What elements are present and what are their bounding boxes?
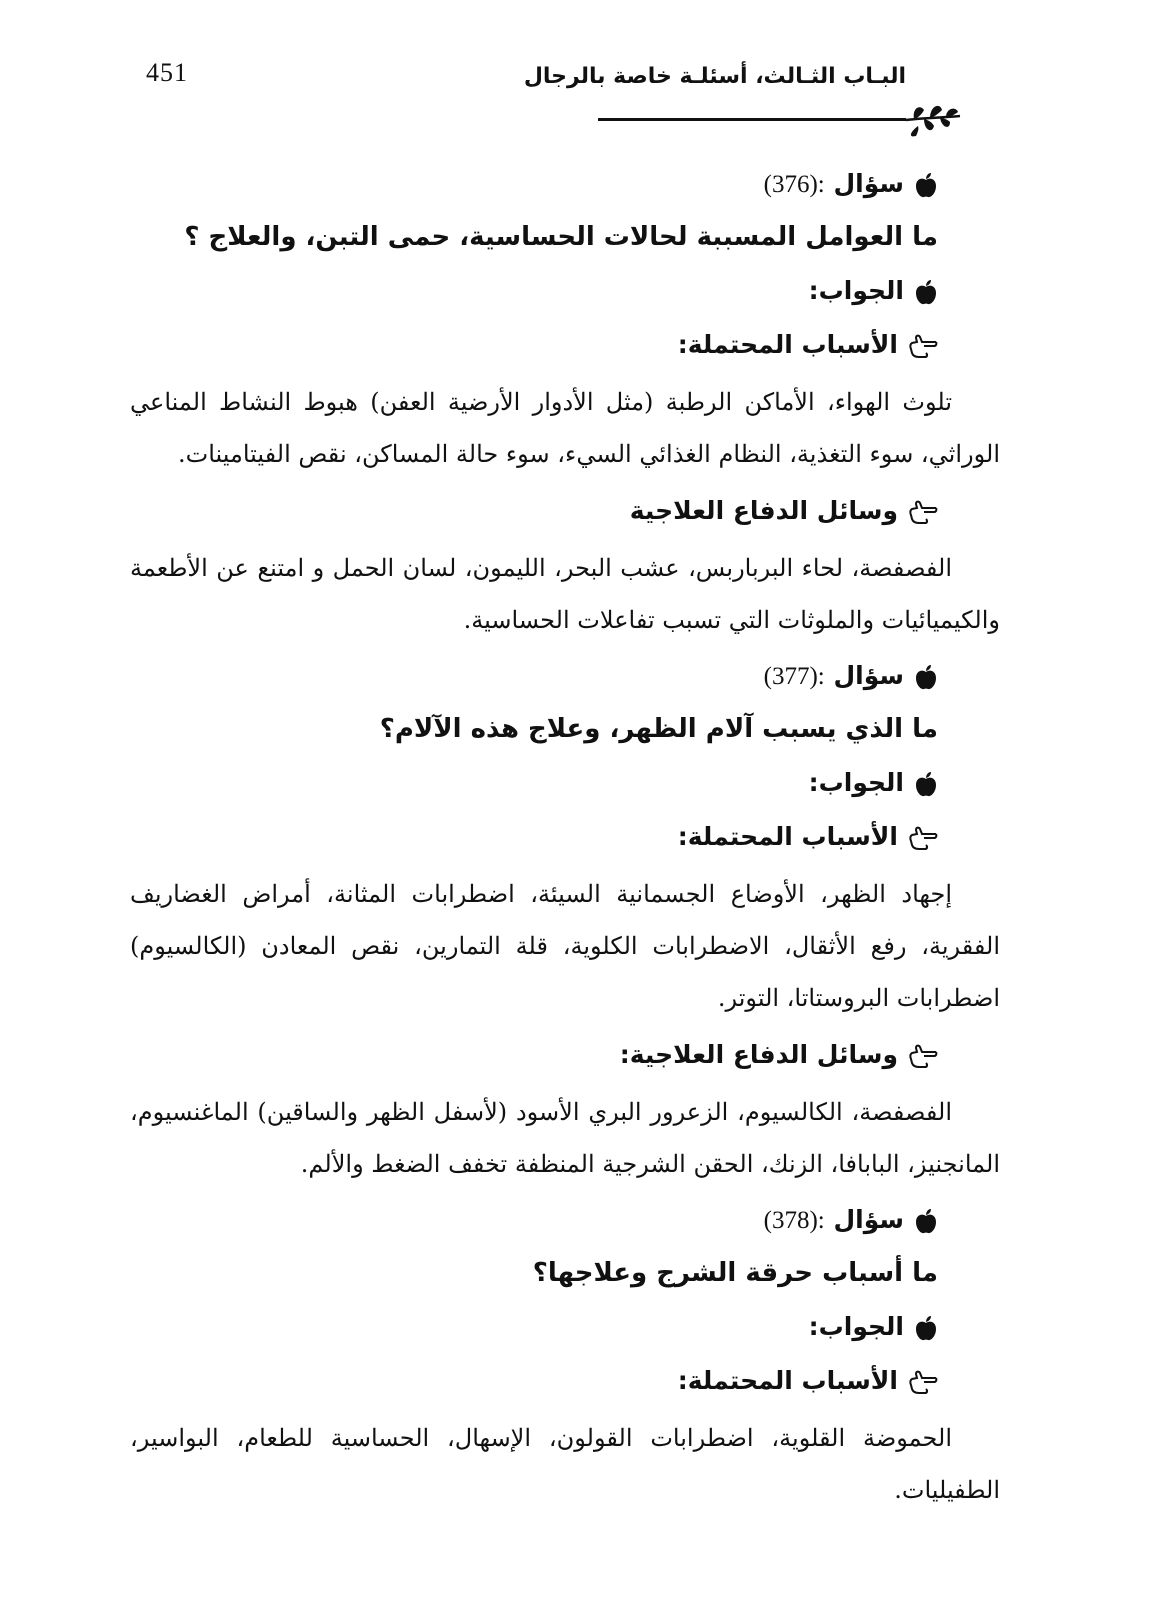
defense-label: وسائل الدفاع العلاجية [629, 496, 898, 525]
apple-icon [914, 1208, 938, 1234]
question-label: سؤال [833, 661, 904, 690]
defense-heading [130, 484, 1000, 538]
causes-paragraph: الحموضة القلوية، اضطرابات القولون، الإسهال، الحساسية للطعام، البواسير، الطفيليات. [130, 1424, 1000, 1504]
answer-heading [130, 1300, 1000, 1354]
question-heading [130, 1194, 1000, 1246]
header-rule [598, 118, 906, 121]
page-content [130, 158, 1000, 1520]
answer-heading [130, 264, 1000, 318]
question-label: سؤال [833, 1205, 904, 1234]
pointing-hand-icon [908, 499, 938, 525]
question-heading [130, 158, 1000, 210]
causes-label: الأسباب المحتملة: [677, 330, 898, 359]
pointing-hand-icon [908, 333, 938, 359]
page-number: 451 [146, 58, 188, 87]
defense-paragraph: الفصفصة، لحاء البرباربس، عشب البحر، الليمون، لسان الحمل و امتنع عن الأطعمة والكيميائيات والملوثات التي تسبب تفاعلات الحساسية. [130, 554, 1000, 634]
defense-heading [130, 1028, 1000, 1082]
defense-paragraph: الفصفصة، الكالسيوم، الزعرور البري الأسود (لأسفل الظهر والساقين) الماغنسيوم، المانجنيز، البابافا، الزنك، الحقن الشرجية المنظفة تخفف الضغط والألم. [130, 1098, 1000, 1178]
question-number: (376): [763, 171, 825, 198]
answer-label: الجواب: [808, 1312, 904, 1341]
question-text: ما أسباب حرقة الشرج وعلاجها؟ [532, 1258, 938, 1288]
question-heading [130, 650, 1000, 702]
causes-heading [130, 318, 1000, 372]
pointing-hand-icon [908, 1369, 938, 1395]
running-head: البـاب الثـالث، أسئلـة خاصة بالرجال [523, 64, 906, 89]
apple-icon [914, 279, 938, 305]
pointing-hand-icon [908, 825, 938, 851]
question-text: ما الذي يسبب آلام الظهر، وعلاج هذه الآلام؟ [379, 714, 938, 744]
answer-heading [130, 756, 1000, 810]
question-number: (378): [763, 1207, 825, 1234]
causes-label: الأسباب المحتملة: [677, 1366, 898, 1395]
pointing-hand-icon [908, 1043, 938, 1069]
apple-icon [914, 172, 938, 198]
question-label: سؤال [833, 169, 904, 198]
apple-icon [914, 664, 938, 690]
question-number: (377): [763, 663, 825, 690]
causes-label: الأسباب المحتملة: [677, 822, 898, 851]
leaf-branch-icon [904, 96, 962, 142]
causes-heading [130, 1354, 1000, 1408]
defense-label: وسائل الدفاع العلاجية: [619, 1040, 898, 1069]
answer-label: الجواب: [808, 768, 904, 797]
apple-icon [914, 771, 938, 797]
causes-heading [130, 810, 1000, 864]
question-text: ما العوامل المسببة لحالات الحساسية، حمى التبن، والعلاج ؟ [184, 222, 938, 252]
apple-icon [914, 1315, 938, 1341]
answer-label: الجواب: [808, 276, 904, 305]
causes-paragraph: إجهاد الظهر، الأوضاع الجسمانية السيئة، اضطرابات المثانة، أمراض الغضاريف الفقرية، رفع الأثقال، الاضطرابات الكلوية، قلة التمارين، نقص المعادن (الكالسيوم) اضطرابات البروستاتا، التوتر. [130, 880, 1000, 1012]
causes-paragraph: تلوث الهواء، الأماكن الرطبة (مثل الأدوار الأرضية العفن) هبوط النشاط المناعي الوراثي، سوء التغذية، النظام الغذائي السيء، سوء حالة المساكن، نقص الفيتامينات. [130, 388, 1000, 468]
